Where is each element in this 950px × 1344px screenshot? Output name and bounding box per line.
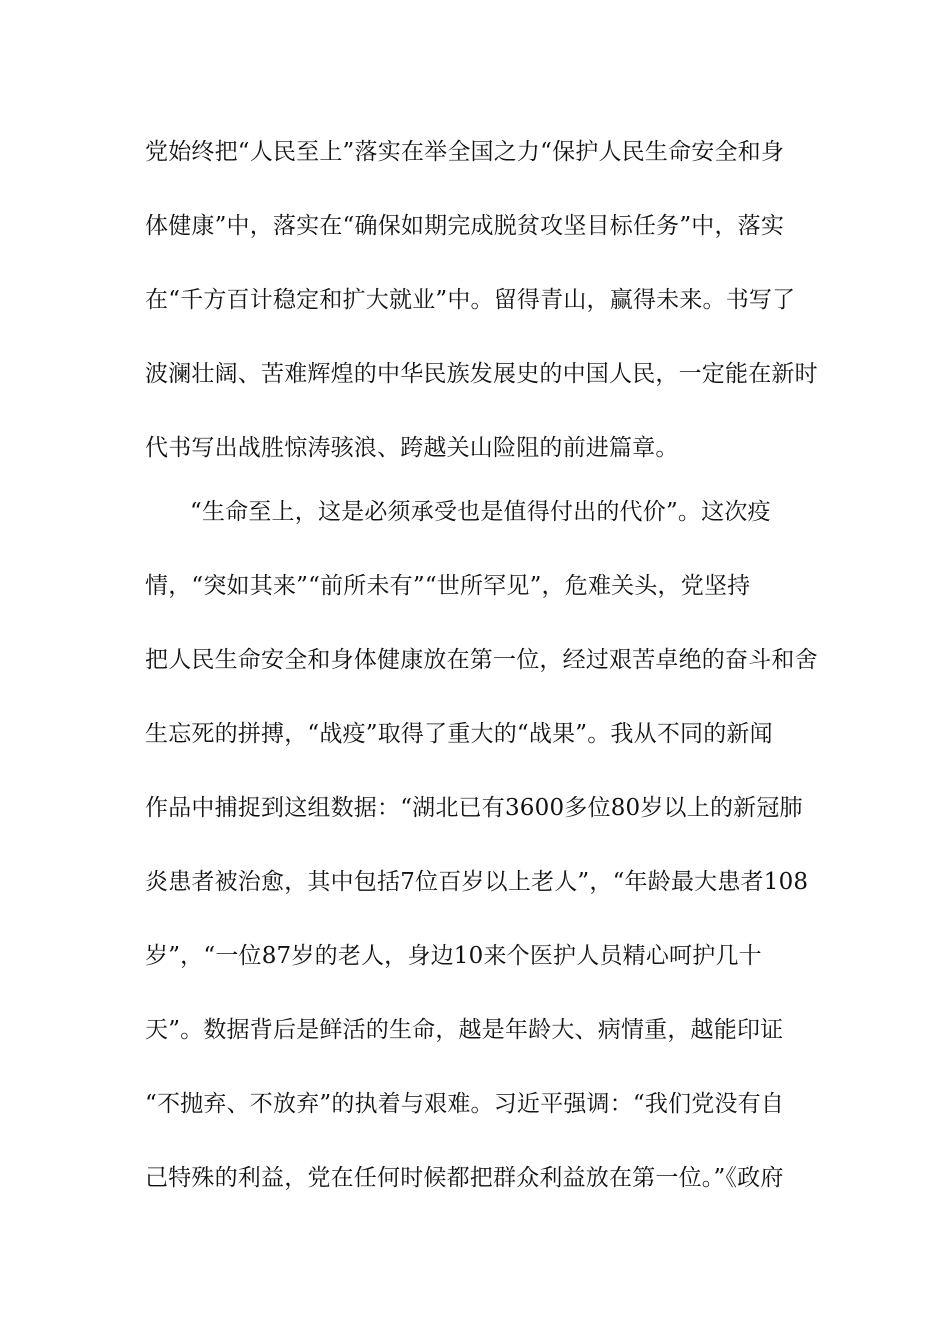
text-line: 生忘死的拼搏，“战疫”取得了重大的“战果”。我从不同的新闻 [145, 721, 773, 747]
text-line: 在“千方百计稳定和扩大就业”中。留得青山，赢得未来。书写了 [145, 287, 796, 313]
text-line: 己特殊的利益，党在任何时候都把群众利益放在第一位。”《政府 [145, 1165, 784, 1191]
text-line: 代书写出战胜惊涛骇浪、跨越关山险阻的前进篇章。 [145, 435, 679, 461]
text-line: 情，“突如其来”“前所未有”“世所罕见”，危难关头，党坚持 [145, 573, 751, 599]
paragraph-first-line: “生命至上，这是必须承受也是值得付出的代价”。这次疫 [190, 499, 771, 525]
text-line: 波澜壮阔、苦难辉煌的中华民族发展史的中国人民，一定能在新时 [145, 361, 818, 387]
text-line: 天”。数据背后是鲜活的生命，越是年龄大、病情重，越能印证 [145, 1017, 784, 1043]
text-line: 岁”，“一位87岁的老人，身边10来个医护人员精心呵护几十 [145, 943, 762, 969]
text-line: 党始终把“人民至上”落实在举全国之力“保护人民生命安全和身 [145, 139, 785, 165]
text-line: 炎患者被治愈，其中包括7位百岁以上老人”，“年龄最大患者108 [145, 869, 809, 895]
text-line: 体健康”中，落实在“确保如期完成脱贫攻坚目标任务”中，落实 [145, 213, 785, 239]
text-line: “不抛弃、不放弃”的执着与艰难。习近平强调：“我们党没有自 [145, 1091, 785, 1117]
text-line: 作品中捕捉到这组数据：“湖北已有3600多位80岁以上的新冠肺 [145, 795, 803, 821]
text-line: 把人民生命安全和身体健康放在第一位，经过艰苦卓绝的奋斗和舍 [145, 647, 818, 673]
